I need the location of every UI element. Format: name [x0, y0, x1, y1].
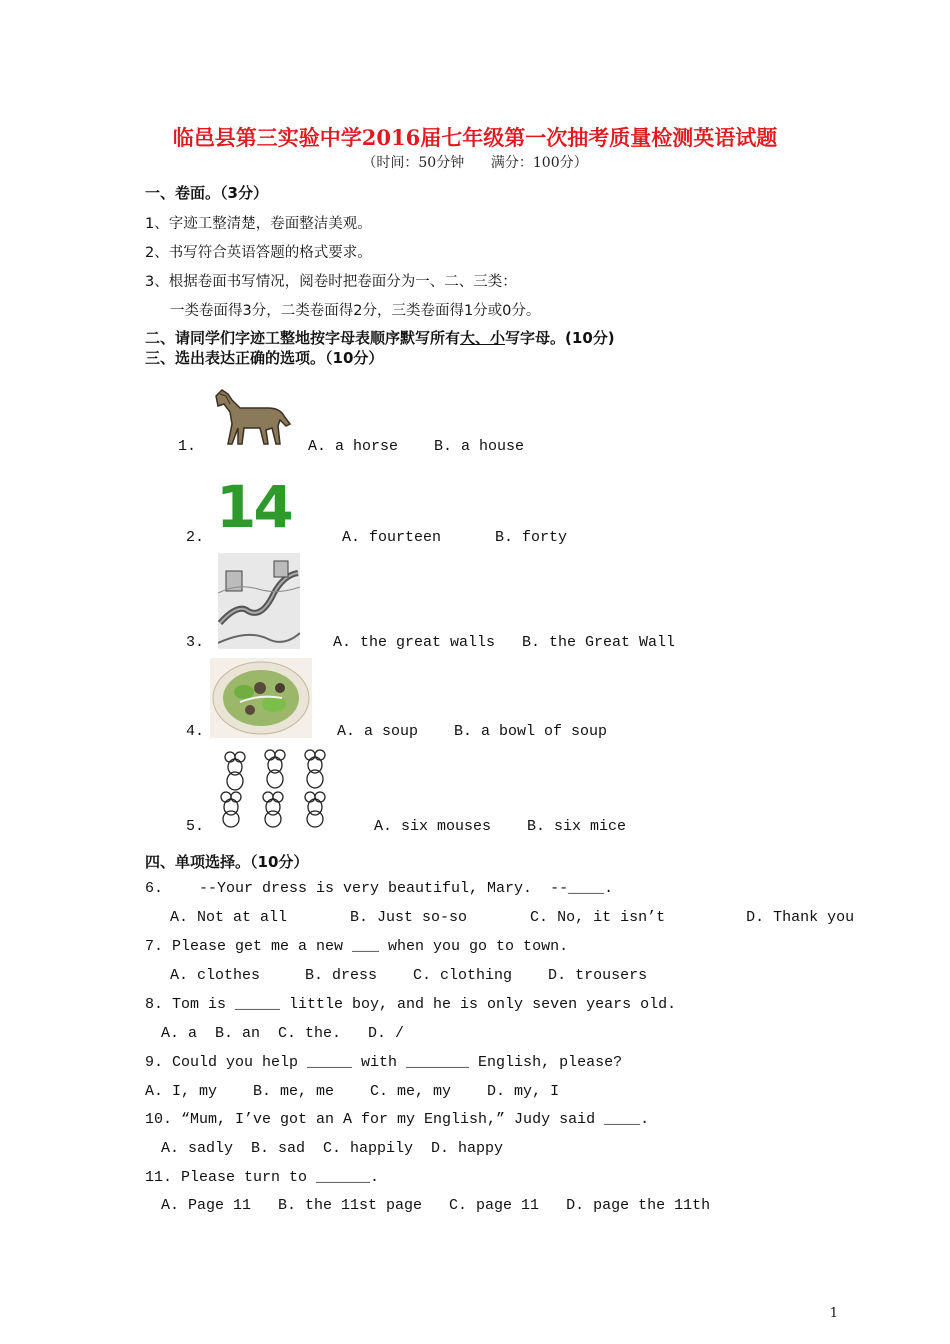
question-6: 6. --Your dress is very beautiful, Mary. --____.: [145, 880, 614, 897]
section3-heading: 三、选出表达正确的选项。（10分）: [145, 349, 384, 367]
section2-heading: [145, 327, 615, 348]
exam-title: 临邑县第三实验中学2016届七年级第一次抽考质量检测英语试题: [172, 125, 778, 150]
exam-subtitle: （时间：50分钟 满分：100分）: [362, 155, 588, 171]
item1-number: 1.: [178, 438, 197, 455]
answers-11: A. Page 11 B. the 11st page C. page 11 D. page the 11th: [161, 1197, 711, 1214]
question-7: 7. Please get me a new ___ when you go to town.: [145, 938, 569, 955]
item4-options: A. a soup B. a bowl of soup: [337, 723, 608, 740]
question-8: 8. Tom is _____ little boy, and he is only seven years old.: [145, 996, 677, 1013]
item3-options: A. the great walls B. the Great Wall: [333, 634, 676, 651]
item4-number: 4.: [186, 723, 205, 740]
section1-item: 1、字迹工整清楚，卷面整洁美观。: [145, 216, 372, 232]
question-9: 9. Could you help _____ with _______ English, please?: [145, 1054, 623, 1071]
mice-picture: [214, 745, 338, 831]
section2-heading-post: 写字母。(10分): [505, 329, 615, 347]
answers-8: A. a B. an C. the. D. /: [161, 1025, 405, 1042]
horse-picture: [210, 386, 292, 448]
answers-6: A. Not at all B. Just so-so C. No, it isn’t D. Thank you: [170, 909, 855, 926]
item3-number: 3.: [186, 634, 205, 651]
question-10: 10. “Mum, I’ve got an A for my English,” Judy said ____.: [145, 1111, 650, 1128]
section1-item: 一类卷面得3分，二类卷面得2分，三类卷面得1分或0分。: [170, 303, 541, 319]
section1-item: 2、书写符合英语答题的格式要求。: [145, 245, 372, 261]
fourteen-picture: 14: [216, 473, 291, 541]
answers-9: A. I, my B. me, me C. me, my D. my, I: [145, 1083, 560, 1100]
answers-7: A. clothes B. dress C. clothing D. trousers: [170, 967, 648, 984]
item2-options: A. fourteen B. forty: [342, 529, 568, 546]
section1-heading: 一、卷面。（3分）: [145, 184, 268, 202]
section4-heading: 四、单项选择。（10分）: [145, 853, 309, 871]
answers-10: A. sadly B. sad C. happily D. happy: [161, 1140, 504, 1157]
soup-picture: [210, 658, 312, 738]
page-number: 1: [829, 1306, 838, 1321]
section2-heading-underlined: 大、小: [460, 329, 506, 347]
section2-heading-pre: 二、请同学们字迹工整地按字母表顺序默写所有: [145, 329, 461, 347]
question-11: 11. Please turn to ______.: [145, 1169, 380, 1186]
great-wall-picture: [218, 553, 300, 649]
item5-options: A. six mouses B. six mice: [374, 818, 627, 835]
section1-item: 3、根据卷面书写情况，阅卷时把卷面分为一、二、三类：: [145, 274, 517, 290]
item1-options: A. a horse B. a house: [308, 438, 525, 455]
item5-number: 5.: [186, 818, 205, 835]
item2-number: 2.: [186, 529, 205, 546]
